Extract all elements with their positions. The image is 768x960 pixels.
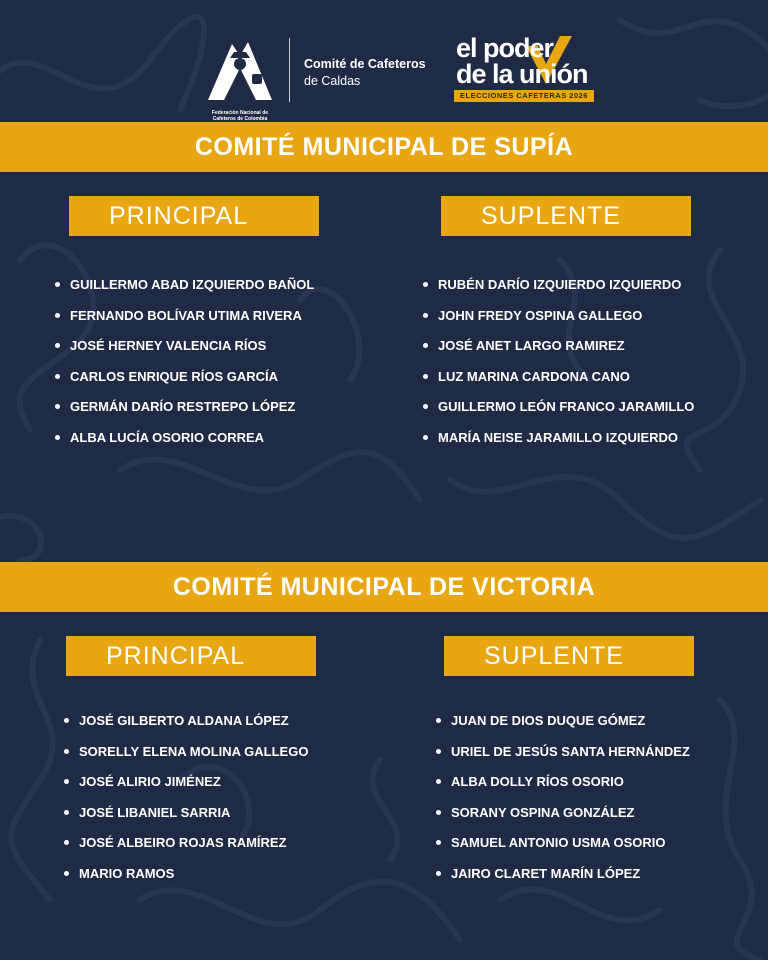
- bullet: [55, 435, 60, 440]
- bullet: [436, 840, 441, 845]
- header: [0, 30, 768, 122]
- member-name: JOSÉ ANET LARGO RAMIREZ: [438, 338, 625, 354]
- bullet: [64, 779, 69, 784]
- campaign-subtitle: ELECCIONES CAFETERAS 2026: [454, 90, 594, 102]
- principal-list-supia: [55, 276, 314, 460]
- bullet: [436, 749, 441, 754]
- bullet: [436, 718, 441, 723]
- list-item: [436, 865, 690, 896]
- list-item: [64, 712, 308, 743]
- bullet: [64, 749, 69, 754]
- bullet: [64, 718, 69, 723]
- bullet: [64, 810, 69, 815]
- member-name: SAMUEL ANTONIO USMA OSORIO: [451, 835, 666, 851]
- list-item: [436, 773, 690, 804]
- bullet: [55, 313, 60, 318]
- fnc-caption: [196, 110, 284, 122]
- fnc-caption-line-2: Cafeteros de Colombia: [212, 116, 268, 122]
- bullet: [64, 871, 69, 876]
- bullet: [436, 871, 441, 876]
- committee-line-2: de Caldas: [304, 74, 361, 88]
- list-item: [55, 429, 314, 460]
- campaign-title-line-2: de la unión: [456, 59, 588, 89]
- list-item: [55, 398, 314, 429]
- member-name: URIEL DE JESÚS SANTA HERNÁNDEZ: [451, 743, 690, 759]
- section-title-supia: COMITÉ MUNICIPAL DE SUPÍA: [0, 122, 768, 172]
- list-item: [55, 276, 314, 307]
- campaign-logo: [448, 32, 598, 104]
- bullet: [436, 810, 441, 815]
- list-item: [55, 337, 314, 368]
- committee-line-1: Comité de Cafeteros: [304, 57, 426, 71]
- bullet: [55, 282, 60, 287]
- member-name: JOHN FREDY OSPINA GALLEGO: [438, 307, 643, 323]
- member-name: FERNANDO BOLÍVAR UTIMA RIVERA: [70, 307, 302, 323]
- member-name: ALBA DOLLY RÍOS OSORIO: [451, 774, 624, 790]
- list-item: [423, 398, 694, 429]
- member-name: CARLOS ENRIQUE RÍOS GARCÍA: [70, 368, 279, 384]
- member-name: JOSÉ ALBEIRO ROJAS RAMÍREZ: [79, 835, 287, 851]
- member-name: MARÍA NEISE JARAMILLO IZQUIERDO: [438, 429, 679, 445]
- committee-name: [304, 56, 426, 90]
- list-item: [423, 276, 694, 307]
- bullet: [436, 779, 441, 784]
- suplente-list-victoria: [436, 712, 690, 896]
- list-item: [55, 307, 314, 338]
- suplente-list-supia: [423, 276, 694, 460]
- fnc-coffee-grower-logo-icon: [204, 34, 276, 106]
- member-name: JAIRO CLARET MARÍN LÓPEZ: [451, 865, 641, 881]
- list-item: [436, 804, 690, 835]
- member-name: JUAN DE DIOS DUQUE GÓMEZ: [451, 713, 646, 728]
- bullet: [423, 343, 428, 348]
- list-item: [64, 834, 308, 865]
- bullet: [423, 435, 428, 440]
- list-item: [55, 368, 314, 399]
- list-item: [423, 337, 694, 368]
- list-item: [64, 743, 308, 774]
- member-name: RUBÉN DARÍO IZQUIERDO IZQUIERDO: [438, 277, 682, 292]
- member-name: MARIO RAMOS: [79, 865, 175, 881]
- list-item: [64, 804, 308, 835]
- principal-list-victoria: [64, 712, 308, 896]
- bullet: [55, 404, 60, 409]
- bullet: [423, 374, 428, 379]
- header-divider: [289, 38, 290, 102]
- bullet: [423, 404, 428, 409]
- member-name: JOSÉ ALIRIO JIMÉNEZ: [79, 774, 221, 790]
- fnc-caption-line-1: Federación Nacional de: [211, 110, 269, 116]
- list-item: [423, 368, 694, 399]
- list-item: [64, 865, 308, 896]
- bullet: [55, 343, 60, 348]
- suplente-label-supia: SUPLENTE: [441, 196, 691, 236]
- member-name: SORANY OSPINA GONZÁLEZ: [451, 804, 635, 820]
- suplente-label-victoria: SUPLENTE: [444, 636, 694, 676]
- member-name: SORELLY ELENA MOLINA GALLEGO: [79, 743, 309, 759]
- bullet: [423, 282, 428, 287]
- list-item: [436, 712, 690, 743]
- member-name: JOSÉ GILBERTO ALDANA LÓPEZ: [79, 713, 289, 728]
- principal-label-victoria: PRINCIPAL: [66, 636, 316, 676]
- member-name: GUILLERMO LEÓN FRANCO JARAMILLO: [438, 399, 695, 415]
- member-name: JOSÉ LIBANIEL SARRIA: [79, 804, 231, 820]
- bullet: [64, 840, 69, 845]
- member-name: GUILLERMO ABAD IZQUIERDO BAÑOL: [70, 277, 315, 292]
- member-name: LUZ MARINA CARDONA CANO: [438, 368, 630, 384]
- list-item: [436, 834, 690, 865]
- bullet: [55, 374, 60, 379]
- list-item: [423, 307, 694, 338]
- member-name: GERMÁN DARÍO RESTREPO LÓPEZ: [70, 399, 296, 415]
- campaign-title-line-1: el poder: [456, 33, 554, 63]
- member-name: JOSÉ HERNEY VALENCIA RÍOS: [70, 338, 267, 354]
- principal-label-supia: PRINCIPAL: [69, 196, 319, 236]
- list-item: [64, 773, 308, 804]
- member-name: ALBA LUCÍA OSORIO CORREA: [70, 429, 265, 445]
- list-item: [436, 743, 690, 774]
- bullet: [423, 313, 428, 318]
- section-title-victoria: COMITÉ MUNICIPAL DE VICTORIA: [0, 562, 768, 612]
- list-item: [423, 429, 694, 460]
